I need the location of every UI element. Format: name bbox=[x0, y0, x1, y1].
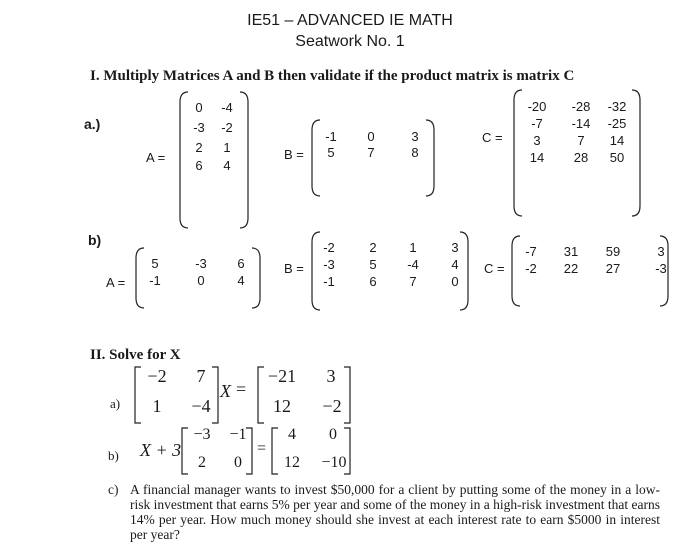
matrix-b-cell: -3 bbox=[323, 257, 335, 272]
worksheet-subtitle: Seatwork No. 1 bbox=[295, 33, 405, 50]
matrix-b-cell: -1 bbox=[325, 129, 337, 144]
equation-prefix: X + 3 bbox=[140, 440, 182, 460]
matrix-c-cell: -14 bbox=[571, 116, 591, 131]
matrix-c-cell: -32 bbox=[607, 99, 627, 114]
matrix-m4-cell: 0 bbox=[329, 426, 337, 443]
matrix-m1-cell: 7 bbox=[196, 366, 206, 386]
matrix-b bbox=[314, 241, 464, 297]
matrix-a-cell: 4 bbox=[237, 273, 245, 288]
matrix-m3-right-bracket bbox=[244, 426, 254, 476]
matrix-a-cell: 0 bbox=[195, 100, 203, 115]
matrix-m4-right-bracket bbox=[342, 426, 352, 476]
matrix-c-cell: -7 bbox=[525, 244, 537, 259]
matrix-b-cell: -2 bbox=[323, 240, 335, 255]
matrix-b-cell: 6 bbox=[369, 274, 377, 289]
matrix-a-label: A = bbox=[146, 150, 166, 165]
matrix-m3-cell: −1 bbox=[229, 426, 247, 443]
matrix-c-label: C = bbox=[482, 130, 503, 145]
part1a-label: a.) bbox=[84, 116, 101, 132]
equals-sign: = bbox=[236, 379, 247, 399]
matrix-b-cell: -4 bbox=[407, 257, 419, 272]
matrix-m1-cell: −4 bbox=[191, 396, 211, 416]
matrix-a-cell: 1 bbox=[223, 140, 231, 155]
part2c-label: c) bbox=[108, 482, 119, 497]
matrix-m3-cell: 2 bbox=[198, 454, 206, 471]
matrix-b-right-bracket bbox=[424, 118, 436, 198]
matrix-a-right-bracket bbox=[238, 90, 250, 230]
matrix-a-cell: 6 bbox=[195, 158, 203, 173]
matrix-m2-right-bracket bbox=[342, 365, 352, 425]
matrix-c-cell: 7 bbox=[577, 133, 585, 148]
matrix-b-cell: 3 bbox=[451, 240, 459, 255]
matrix-c-cell: 31 bbox=[563, 244, 579, 259]
matrix-b-cell: 4 bbox=[451, 257, 459, 272]
matrix-a-cell: -1 bbox=[149, 273, 161, 288]
matrix-m2-cell: 3 bbox=[326, 366, 336, 386]
matrix-m3-cell: 0 bbox=[234, 454, 242, 471]
matrix-c-cell: 3 bbox=[657, 244, 665, 259]
matrix-b-cell: 5 bbox=[327, 145, 335, 160]
matrix-a-cell: -3 bbox=[193, 120, 205, 135]
matrix-c-cell: 59 bbox=[605, 244, 621, 259]
matrix-c-cell: 3 bbox=[533, 133, 541, 148]
matrix-a-cell: -2 bbox=[221, 120, 233, 135]
matrix-c-cell: 14 bbox=[609, 133, 625, 148]
part2a-label: a) bbox=[110, 396, 121, 411]
matrix-b-cell: 7 bbox=[367, 145, 375, 160]
matrix-c-cell: -20 bbox=[527, 99, 547, 114]
matrix-c bbox=[516, 245, 676, 281]
matrix-a-label: A = bbox=[106, 275, 126, 290]
matrix-a-cell: 5 bbox=[151, 256, 159, 271]
matrix-c-right-bracket bbox=[658, 234, 670, 308]
matrix-b-label: B = bbox=[284, 147, 304, 162]
matrix-c-cell: -7 bbox=[531, 116, 543, 131]
matrix-m3-cell: −3 bbox=[193, 426, 211, 443]
part2b-label: b) bbox=[108, 448, 119, 463]
matrix-b-label: B = bbox=[284, 261, 304, 276]
part1b-label: b) bbox=[88, 232, 102, 248]
matrix-m4-cell: 4 bbox=[288, 426, 296, 443]
part1-heading: I. Multiply Matrices A and B then validate if the product matrix is matrix C bbox=[90, 68, 575, 84]
matrix-c bbox=[522, 100, 642, 170]
matrix-a-cell: 2 bbox=[195, 140, 203, 155]
matrix-b-cell: -1 bbox=[323, 274, 335, 289]
matrix-b-cell: 1 bbox=[409, 240, 417, 255]
matrix-b-cell: 3 bbox=[411, 129, 419, 144]
matrix-a-cell: 0 bbox=[197, 273, 205, 288]
matrix-b-cell: 7 bbox=[409, 274, 417, 289]
matrix-c-cell: -25 bbox=[607, 116, 627, 131]
matrix-a bbox=[140, 257, 260, 293]
matrix-m4-cell: 12 bbox=[284, 454, 300, 471]
matrix-c-cell: 50 bbox=[609, 150, 625, 165]
matrix-c-right-bracket bbox=[630, 88, 642, 218]
equals-sign: = bbox=[257, 440, 267, 457]
variable-x: X bbox=[220, 381, 231, 401]
matrix-b bbox=[316, 130, 426, 170]
matrix-b-cell: 0 bbox=[451, 274, 459, 289]
matrix-a-cell: 6 bbox=[237, 256, 245, 271]
matrix-m1-cell: −2 bbox=[147, 366, 167, 386]
matrix-m2 bbox=[262, 366, 352, 422]
matrix-m4 bbox=[276, 426, 352, 474]
matrix-c-cell: -28 bbox=[571, 99, 591, 114]
matrix-c-cell: -3 bbox=[655, 261, 667, 276]
matrix-a-right-bracket bbox=[250, 246, 262, 310]
matrix-m1-cell: 1 bbox=[152, 396, 162, 416]
matrix-b-cell: 2 bbox=[369, 240, 377, 255]
matrix-c-cell: 14 bbox=[529, 150, 545, 165]
matrix-a-cell: 4 bbox=[223, 158, 231, 173]
matrix-m2-cell: −21 bbox=[267, 366, 297, 386]
matrix-m2-cell: −2 bbox=[322, 396, 342, 416]
matrix-c-cell: 28 bbox=[573, 150, 589, 165]
matrix-c-cell: 22 bbox=[563, 261, 579, 276]
matrix-c-label: C = bbox=[484, 261, 505, 276]
matrix-c-cell: 27 bbox=[605, 261, 621, 276]
matrix-c-cell: -2 bbox=[525, 261, 537, 276]
matrix-a-cell: -4 bbox=[221, 100, 233, 115]
matrix-m4-cell: −10 bbox=[321, 454, 347, 471]
word-problem-text: A financial manager wants to invest $50,000 for a client by putting some of the money in a low-risk investment that earns 5% per year and some of the money in a high-risk investment that earns 14% per year. How much money should she invest at each interest rate to earn $5000 in interest per year? bbox=[130, 482, 660, 542]
matrix-a-cell: -3 bbox=[195, 256, 207, 271]
matrix-m2-cell: 12 bbox=[273, 396, 291, 416]
matrix-b-cell: 0 bbox=[367, 129, 375, 144]
matrix-b-right-bracket bbox=[458, 230, 470, 312]
matrix-b-cell: 8 bbox=[411, 145, 419, 160]
part2-heading: II. Solve for X bbox=[90, 347, 181, 363]
matrix-b-cell: 5 bbox=[369, 257, 377, 272]
matrix-m1-right-bracket bbox=[210, 365, 220, 425]
matrix-a bbox=[184, 101, 244, 181]
worksheet-title: IE51 – ADVANCED IE MATH bbox=[247, 12, 453, 29]
